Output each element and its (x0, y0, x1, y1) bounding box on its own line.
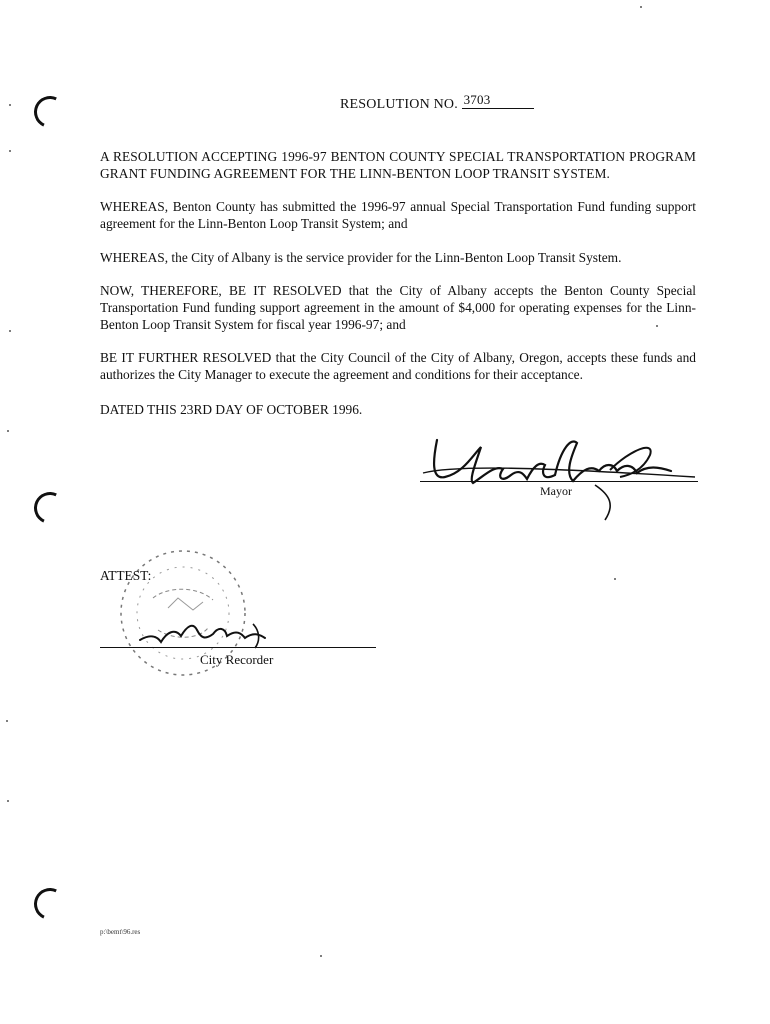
scan-speck (9, 330, 11, 332)
mayor-signature (415, 425, 705, 525)
scan-speck (640, 6, 642, 8)
whereas-paragraph-2: WHEREAS, the City of Albany is the service provider for the Linn-Benton Loop Transit System. (100, 250, 622, 265)
resolved-paragraph: NOW, THEREFORE, BE IT RESOLVED that the City of Albany accepts the Benton County Special Transportation Fund funding support agreement in the amount of $4,000 for operating expenses for the Linn-Benton Loop Transit System for fiscal year 1996-97; and (100, 283, 696, 332)
scan-speck (9, 104, 11, 106)
scan-speck (9, 150, 11, 152)
scan-speck (7, 800, 9, 802)
city-recorder-label: City Recorder (200, 652, 274, 667)
scan-speck (6, 720, 8, 722)
scan-speck (614, 578, 616, 580)
resolution-title: A RESOLUTION ACCEPTING 1996-97 BENTON COUNTY SPECIAL TRANSPORTATION PROGRAM GRANT FUNDING AGREEMENT FOR THE LINN-BENTON LOOP TRANSIT SYSTEM. (100, 149, 696, 181)
city-recorder-signature (135, 612, 285, 652)
resolution-number: 3703 (462, 92, 534, 109)
resolution-number-heading (340, 92, 534, 113)
resolution-label: RESOLUTION NO. (340, 97, 458, 112)
further-resolved-paragraph: BE IT FURTHER RESOLVED that the City Council of the City of Albany, Oregon, accepts these funds and authorizes the City Manager to execute the agreement and conditions for their acceptance. (100, 350, 696, 382)
scan-speck (7, 430, 9, 432)
dated-line: DATED THIS 23RD DAY OF OCTOBER 1996. (100, 402, 363, 417)
mayor-label: Mayor (540, 484, 572, 498)
recorder-signature-line (100, 647, 376, 648)
punch-hole-middle (29, 487, 70, 528)
whereas-paragraph-1: WHEREAS, Benton County has submitted the 1996-97 annual Special Transportation Fund funding support agreement for the Linn-Benton Loop Transit System; and (100, 199, 696, 231)
punch-hole-bottom (29, 883, 70, 924)
scan-speck (320, 955, 322, 957)
punch-hole-top (29, 91, 70, 132)
file-path-code: p:\bemt\96.res (100, 928, 141, 936)
mayor-signature-line (420, 481, 698, 482)
attest-label: ATTEST: (100, 568, 152, 583)
